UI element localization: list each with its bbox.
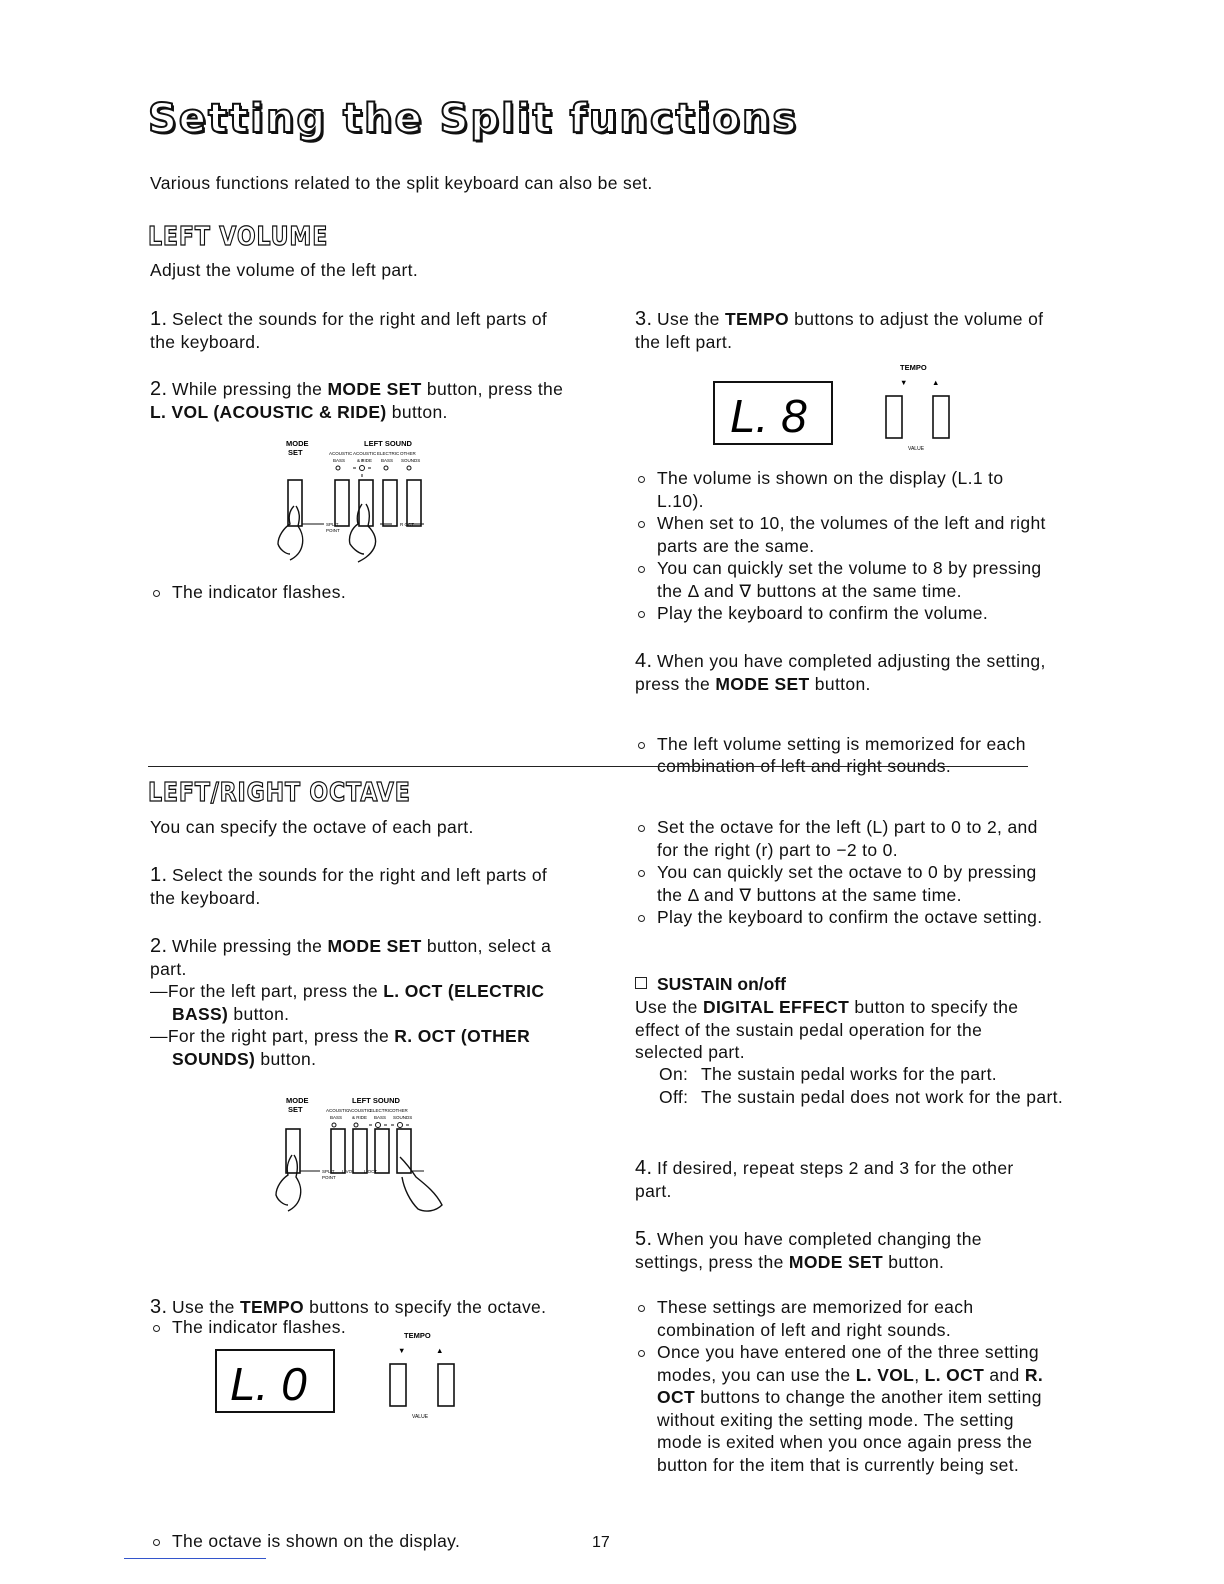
panel-other-label: OTHER <box>400 451 416 456</box>
oct-right-bullets <box>635 816 1055 929</box>
oct-final-bullets <box>635 1296 1055 1476</box>
lv-step-4: 4. When you have completed adjusting the setting, press the MODE SET button. <box>635 650 1046 694</box>
lv-step-3: 3. Use the TEMPO buttons to adjust the volume of the left part. <box>635 308 1044 352</box>
panel-acoustic-label: ACOUSTIC <box>329 451 353 456</box>
panel-bass-label: BASS <box>330 1115 343 1120</box>
oct-bullet-flash: The indicator flashes. <box>150 1316 597 1339</box>
oct-bullet-memo: These settings are memorized for each combination of left and right sounds. <box>635 1296 1055 1341</box>
panel-point-label: POINT <box>322 1175 336 1180</box>
sustain-on: On: The sustain pedal works for the part. <box>659 1064 998 1084</box>
panel-set-label: SET <box>288 448 303 457</box>
panel-lvol-label: L VOL <box>342 1169 355 1174</box>
left-volume-heading: LEFT VOLUME <box>148 222 329 252</box>
oct-step-4: 4. If desired, repeat steps 2 and 3 for the other part. <box>635 1157 1014 1201</box>
panel-electric-label: ELECTRIC <box>370 1108 393 1113</box>
lv-step-1: 1. Select the sounds for the right and left parts of the keyboard. <box>150 308 548 352</box>
panel-bass-label: BASS <box>333 458 346 463</box>
roct-key <box>383 480 397 526</box>
tempo-up-icon: ▲ <box>932 378 940 387</box>
lvol-key <box>331 1129 345 1173</box>
lv-bullets <box>635 467 1055 625</box>
panel-acoustic-label: ACOUSTIC <box>326 1108 350 1113</box>
intro-text: Various functions related to the split keyboard can also be set. <box>150 173 653 193</box>
loct-key <box>359 480 373 526</box>
panel-set-label: SET <box>288 1105 303 1114</box>
panel-mode-label: MODE <box>286 1096 309 1105</box>
tempo-up-icon: ▲ <box>436 1346 444 1355</box>
hand-left-icon <box>276 1155 301 1211</box>
tempo-down-icon: ▼ <box>900 378 908 387</box>
left-volume-desc: Adjust the volume of the left part. <box>150 260 419 280</box>
tempo-label: TEMPO <box>900 363 927 372</box>
panel-point-label: POINT <box>326 528 340 533</box>
lv-bullet-flash: The indicator flashes. <box>150 581 597 604</box>
panel-acoustic2-label: ACOUSTIC <box>348 1108 372 1113</box>
oct-bullet: You can quickly set the octave to 0 by pressing the Δ and ∇ buttons at the same time. <box>635 861 1055 906</box>
lv-step-2: 2. While pressing the MODE SET button, press the L. VOL (ACOUSTIC & RIDE) button. <box>150 378 564 422</box>
panel-ride-label: & RIDE <box>357 458 373 463</box>
oct-step-1: 1. Select the sounds for the right and left parts of the keyboard. <box>150 864 548 908</box>
panel-left-sound-label: LEFT SOUND <box>364 439 412 448</box>
panel-bass2-label: BASS <box>374 1115 387 1120</box>
oct-bullet: Play the keyboard to confirm the octave setting. <box>635 906 1055 929</box>
lv-bullet: You can quickly set the volume to 8 by pressing the Δ and ∇ buttons at the same time. <box>635 557 1055 602</box>
panel-roct-label: R OCT <box>400 522 414 527</box>
panel-sounds-label: SOUNDS <box>393 1115 413 1120</box>
panel-bass2-label: BASS <box>381 458 394 463</box>
sustain-desc: Use the DIGITAL EFFECT button to specify the effect of the sustain pedal operation for the selected part. <box>635 997 1019 1062</box>
panel-left-sound-label: LEFT SOUND <box>352 1096 400 1105</box>
oct-step-5: 5. When you have completed changing the settings, press the MODE SET button. <box>635 1228 982 1272</box>
oct-step-3: 3. Use the TEMPO buttons to specify the octave. <box>150 1296 547 1318</box>
sustain-off: Off: The sustain pedal does not work for the part. <box>659 1087 1064 1107</box>
value-label: VALUE <box>412 1414 429 1420</box>
roct-key <box>375 1129 389 1173</box>
panel-mode-label: MODE <box>286 439 309 448</box>
lvol-key <box>335 480 349 526</box>
panel-electric-label: ELECTRIC <box>377 451 400 456</box>
oct-bullet: Set the octave for the left (L) part to 0 to 2, and for the right (r) part to −2 to 0. <box>635 816 1055 861</box>
oct-panel-illustration <box>250 1093 470 1219</box>
tempo-down-button <box>886 396 902 438</box>
octave-heading: LEFT/RIGHT OCTAVE <box>148 778 411 808</box>
lv-bullet: Play the keyboard to confirm the volume. <box>635 602 1055 625</box>
tempo-up-button <box>933 396 949 438</box>
oct-step-2: 2. While pressing the MODE SET button, select a part. <box>150 935 552 979</box>
footer-line <box>124 1558 266 1559</box>
oct-dash-right: —For the right part, press the R. OCT (OTHER SOUNDS) button. <box>150 1026 531 1069</box>
lv-panel-illustration <box>250 436 460 572</box>
page-number: 17 <box>592 1534 610 1551</box>
sustain-heading: SUSTAIN on/off <box>635 973 786 996</box>
tempo-label: TEMPO <box>404 1331 431 1340</box>
checkbox-square-icon <box>635 977 647 989</box>
panel-ride-label: & RIDE <box>352 1115 368 1120</box>
oct-bullet-once: Once you have entered one of the three setting modes, you can use the L. VOL, L. OCT and R. OCT buttons to change the another item setting without exiting the setting mode. The setting mode is exited when you once again press the button for the item that is currently being set. <box>635 1341 1055 1476</box>
lv-display-illustration <box>712 358 972 454</box>
other-key <box>407 480 421 526</box>
tempo-down-button <box>390 1364 406 1406</box>
tempo-up-button <box>438 1364 454 1406</box>
loct-key <box>353 1129 367 1173</box>
oct-display-illustration <box>214 1326 474 1422</box>
lv-bullet: When set to 10, the volumes of the left and right parts are the same. <box>635 512 1055 557</box>
mode-set-key <box>288 480 302 526</box>
panel-sounds-label: SOUNDS <box>401 458 421 463</box>
panel-acoustic2-label: ACOUSTIC <box>353 451 377 456</box>
section-divider <box>148 766 1028 767</box>
page-title: Setting the Split functions <box>148 96 799 142</box>
panel-split-label: SPLIT <box>322 1169 335 1174</box>
lcd-value: L. 8 <box>730 390 807 442</box>
lv-bullet-memo: The left volume setting is memorized for each combination of left and right sounds. <box>635 733 1077 778</box>
tempo-down-icon: ▼ <box>398 1346 406 1355</box>
octave-desc: You can specify the octave of each part. <box>150 817 474 837</box>
panel-loct-label: L OCT <box>364 1169 378 1174</box>
oct-bullet-display: The octave is shown on the display. <box>150 1530 597 1553</box>
panel-other-label: OTHER <box>392 1108 408 1113</box>
lv-bullet: The volume is shown on the display (L.1 to L.10). <box>635 467 1055 512</box>
oct-dash-left: —For the left part, press the L. OCT (ELECTRIC BASS) button. <box>150 981 545 1024</box>
value-label: VALUE <box>908 446 925 452</box>
panel-split-label: SPLIT <box>326 522 339 527</box>
lcd-value: L. 0 <box>230 1358 307 1410</box>
